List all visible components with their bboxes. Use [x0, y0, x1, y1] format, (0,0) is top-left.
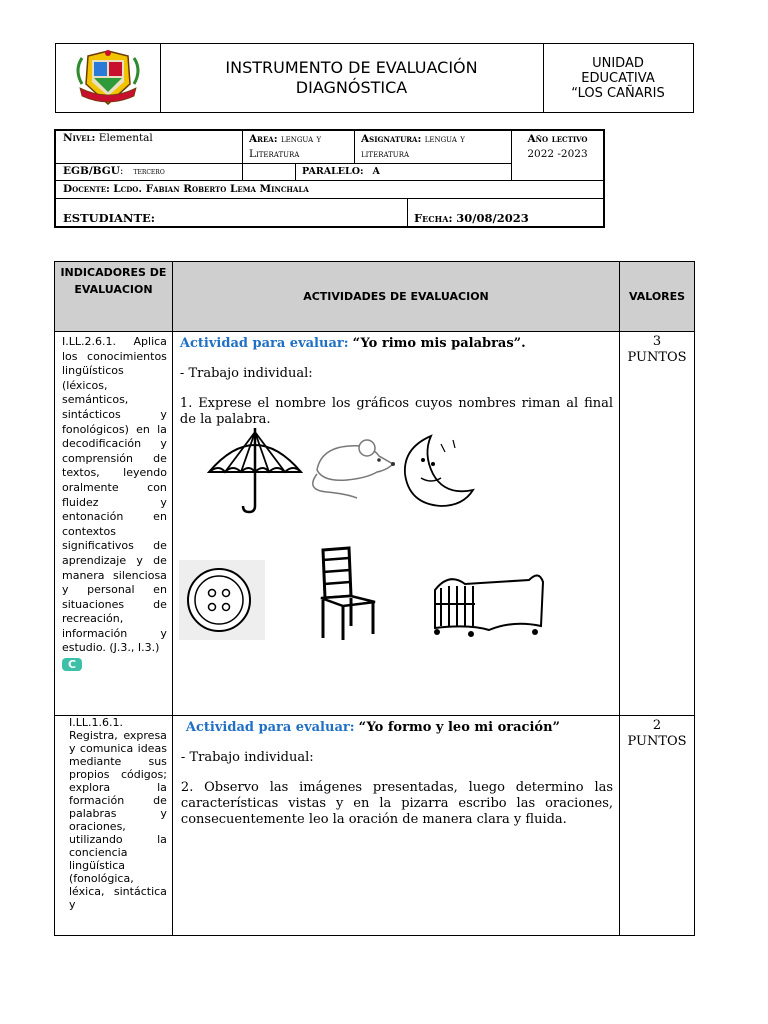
activity-cell — [172, 716, 619, 936]
value-unit: PUNTOS — [627, 734, 687, 749]
info-table — [54, 129, 605, 228]
value-number: 2 — [652, 718, 662, 733]
area-cell — [243, 131, 355, 164]
value-number: 3 — [652, 334, 662, 349]
anio-lectivo-cell — [512, 131, 603, 181]
area-label: Area: — [249, 133, 278, 145]
area-value: lengua y — [280, 133, 322, 145]
estudiante-cell — [56, 199, 408, 226]
nivel-cell — [56, 131, 243, 164]
value-cell — [620, 716, 695, 936]
paralelo-value: A — [372, 166, 380, 177]
values-header — [620, 262, 695, 332]
indicator-cell — [55, 332, 173, 716]
egb-label: EGB/BGU — [63, 165, 120, 177]
table-header-row — [55, 262, 695, 332]
asignatura-cell — [355, 131, 512, 164]
activities-header-text: ACTIVIDADES DE EVALUACION — [303, 290, 489, 303]
mouse-icon — [307, 434, 397, 504]
indicators-header-line-2: EVALUACION — [74, 283, 153, 296]
egb-value: tercero — [133, 167, 165, 177]
nivel-label: Nivel: — [63, 132, 96, 144]
docente-cell — [56, 181, 603, 199]
evaluation-table — [54, 261, 695, 936]
nivel-value: Elemental — [98, 132, 153, 144]
school-name — [543, 44, 693, 112]
fecha-value: 30/08/2023 — [456, 211, 529, 225]
indicators-header-line-1: INDICADORES DE — [60, 266, 167, 279]
document-header — [55, 43, 694, 113]
value-cell — [620, 332, 695, 716]
moon-icon — [401, 430, 481, 510]
title-line-1: INSTRUMENTO DE EVALUACIÓN — [225, 58, 478, 77]
fecha-cell — [408, 199, 603, 226]
school-name-line-3: “LOS CAÑARIS — [571, 85, 665, 101]
instruction-text: 1. Exprese el nombre los gráficos cuyos nombres riman al final de la palabra. — [179, 396, 614, 427]
values-header-text: VALORES — [628, 290, 686, 303]
umbrella-icon — [207, 428, 303, 514]
school-logo-cell — [56, 44, 161, 112]
activities-header — [172, 262, 619, 332]
asignatura-value: lengua y — [424, 133, 465, 145]
title-line-2: DIAGNÓSTICA — [295, 78, 408, 97]
indicators-header — [55, 262, 173, 332]
work-type: - Trabajo individual: — [179, 366, 313, 381]
crib-icon — [429, 564, 545, 640]
asignatura-label: Asignatura: — [361, 133, 422, 145]
paralelo-label: PARALELO: — [302, 166, 364, 177]
school-name-line-2: EDUCATIVA — [581, 70, 655, 86]
instruction-text: 2. Observo las imágenes presentadas, luego determino las características vistas y en la pizarra escribo las oraciones, consecuentemente leo la oración de manera clara y fluida. — [180, 780, 614, 827]
docente-label: Docente: — [63, 183, 110, 195]
indicator-text: I.LL.2.6.1. Aplica los conocimientos lingüísticos (léxicos, semánticos, sintácticos y fonológicos) en la decodificación y comprensión de textos, leyendo oralmente con fluidez y entonación en contextos significativos de aprendizaje y de manera silenciosa y personal en situaciones de recreación, información y estudio. (J.3., I.3.) — [62, 335, 167, 655]
anio-label: Año lectivo — [527, 133, 588, 145]
c-badge: C — [62, 658, 82, 671]
indicator-cell — [55, 716, 173, 936]
activity-label: Actividad para evaluar: — [185, 720, 355, 735]
fecha-label: Fecha: — [414, 211, 453, 225]
activity-title: “Yo formo y leo mi oración” — [358, 720, 561, 735]
indicator-text: I.LL.1.6.1. Registra, expresa y comunica ideas mediante sus propios códigos; explora la formación de palabras y oraciones, utilizando la conciencia lingüística (fonológica, léxica, sintáctica y — [69, 716, 167, 911]
value-unit: PUNTOS — [627, 350, 687, 365]
table-row — [55, 716, 695, 936]
table-row — [55, 332, 695, 716]
school-crest-icon — [56, 44, 160, 112]
activity-title: “Yo rimo mis palabras”. — [352, 336, 526, 351]
button-icon — [179, 560, 265, 640]
work-type: - Trabajo individual: — [180, 750, 314, 765]
anio-value: 2022 -2023 — [527, 148, 588, 160]
activity-cell — [172, 332, 619, 716]
asignatura-value-2: literatura — [361, 148, 410, 160]
document-title — [160, 44, 544, 112]
egb-blank-cell — [243, 164, 296, 181]
egb-cell: EGB/BGU: tercero — [56, 164, 243, 181]
chair-icon — [315, 546, 379, 642]
estudiante-label: ESTUDIANTE: — [63, 211, 156, 225]
school-name-line-1: UNIDAD — [592, 55, 644, 71]
activity-label: Actividad para evaluar: — [179, 336, 349, 351]
area-value-2: Literatura — [249, 148, 300, 160]
paralelo-cell — [296, 164, 512, 181]
docente-value: Lcdo. Fabian Roberto Lema Minchala — [113, 183, 309, 195]
